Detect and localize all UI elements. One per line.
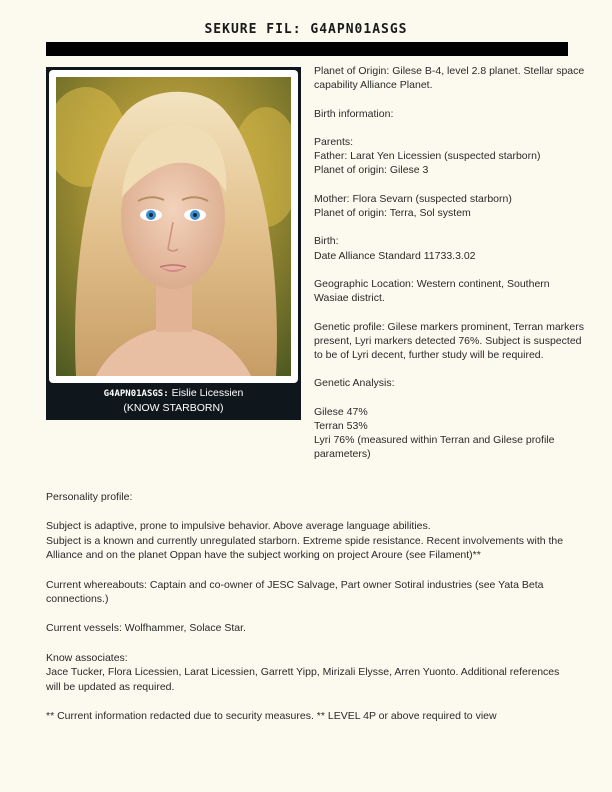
mother-origin-text: Planet of origin: Terra, Sol system — [314, 206, 471, 219]
subject-name: Eislie Licessien — [171, 387, 244, 399]
genetic-profile-text: Genetic profile: Gilese markers prominent, Terran markers present, Lyri markers detected 76%. Subject is suspected to be of Lyri decent, further study will be required. — [314, 320, 584, 361]
subject-status: (KNOW STARBORN) — [123, 402, 224, 414]
whereabouts-text: Current whereabouts: Captain and co-owner of JESC Salvage, Part owner Sotiral industries (see Yata Beta connections.) — [46, 578, 544, 606]
parents-heading: Parents: — [314, 135, 354, 148]
origin-text: Planet of Origin: Gilese B-4, level 2.8 planet. Stellar space capability Alliance Planet. — [314, 65, 585, 92]
photo-frame — [49, 70, 298, 383]
geo-location-text: Geographic Location: Western continent, Southern Wasiae district. — [314, 277, 550, 305]
mother-text: Mother: Flora Sevarn (suspected starborn) — [314, 192, 512, 205]
terran-percentage: Terran 53% — [314, 419, 368, 432]
subject-code-label: G4APN01ASGS: — [103, 389, 169, 399]
page-title: SEKURE FIL: G4APN01ASGS — [204, 22, 408, 37]
father-origin-text: Planet of origin: Gilese 3 — [314, 164, 429, 177]
redacted-note: ** Current information redacted due to security measures. ** LEVEL 4P or above required to view — [46, 709, 497, 722]
subject-photo-card — [46, 67, 301, 420]
vessels-text: Current vessels: Wolfhammer, Solace Star. — [46, 622, 246, 635]
birth-heading: Birth: — [314, 235, 339, 248]
subject-portrait — [56, 77, 291, 376]
photo-caption — [46, 386, 301, 415]
gilese-percentage: Gilese 47% — [314, 405, 368, 418]
birth-date-text: Date Alliance Standard 11733.3.02 — [314, 249, 476, 262]
personality-heading: Personality profile: — [46, 491, 133, 503]
birth-info-heading: Birth information: — [314, 107, 394, 120]
lyri-percentage: Lyri 76% (measured within Terran and Gilese profile parameters) — [314, 434, 555, 461]
personality-text-2: Subject is a known and currently unregulated starborn. Extreme spide resistance. Recent involvements with the Alliance and on the planet Oppan have the subject working on project Aroure (see Filament)** — [46, 534, 564, 562]
personality-text-1: Subject is adaptive, prone to impulsive behavior. Above average language abilities. — [46, 520, 431, 533]
associates-heading: Know associates: — [46, 651, 128, 664]
genetic-analysis-heading: Genetic Analysis: — [314, 377, 395, 390]
profile-column — [314, 64, 586, 462]
associates-text: Jace Tucker, Flora Licessien, Larat Licessien, Garrett Yipp, Mirizali Elysse, Arren Yuonto. Additional references will be updated as required. — [46, 666, 560, 693]
father-text: Father: Larat Yen Licessien (suspected starborn) — [314, 150, 541, 163]
title-redaction-bar — [46, 42, 568, 56]
details-section — [46, 490, 576, 738]
